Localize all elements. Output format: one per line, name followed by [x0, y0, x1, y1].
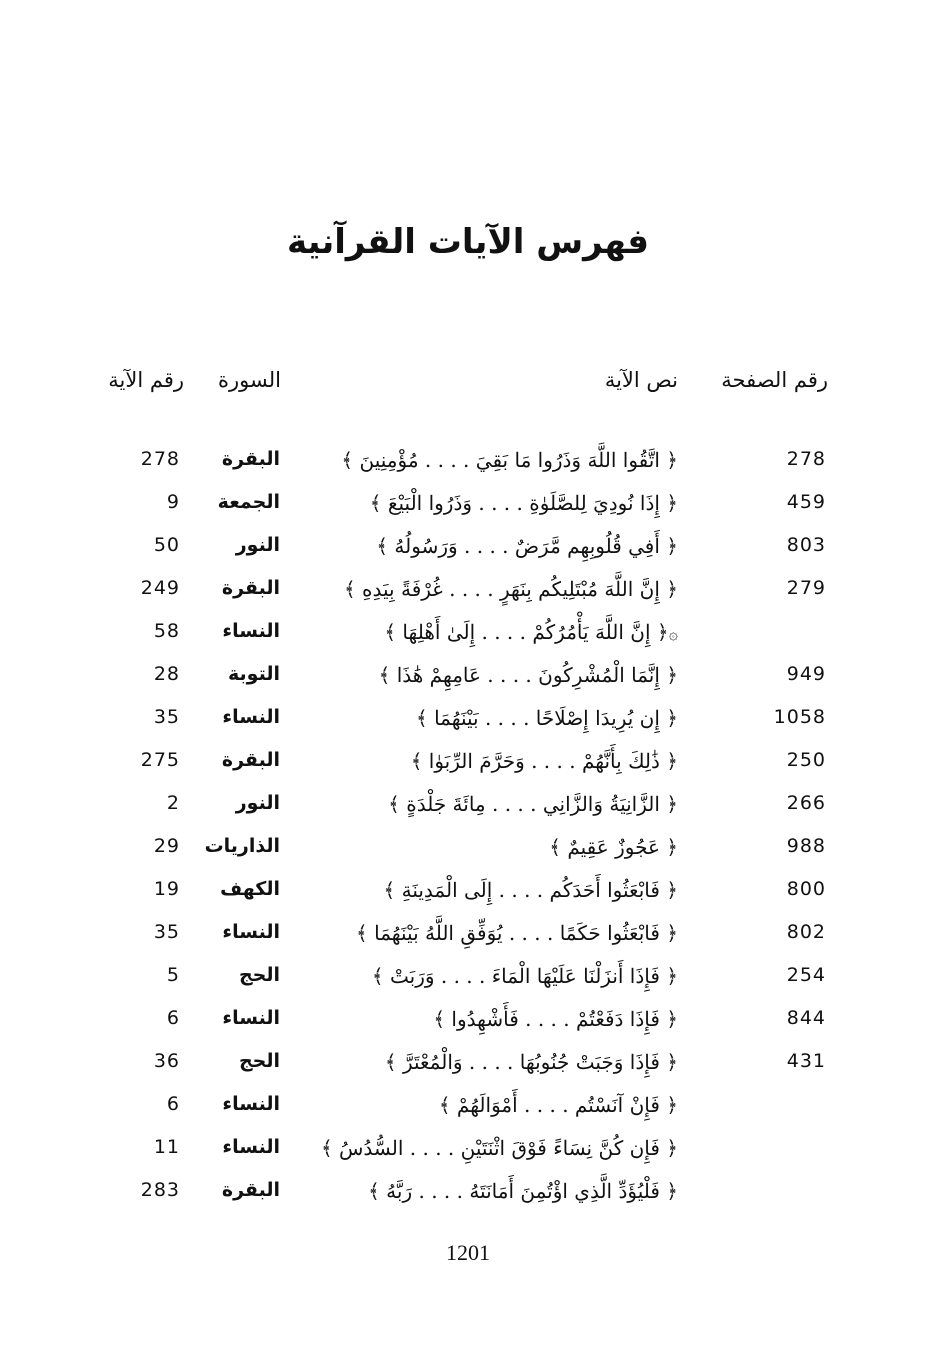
- index-row: [0, 706, 936, 749]
- row-surah: البقرة: [221, 577, 280, 599]
- index-row: [0, 620, 936, 663]
- row-verse-text: ﴿ فَابْعَثُوا أَحَدَكُم . . . . إِلَى الْمَدِينَةِ ﴾: [383, 878, 678, 902]
- row-ayah-number: 19: [153, 878, 180, 900]
- row-ayah-number: 5: [166, 964, 180, 986]
- row-surah: الجمعة: [217, 491, 280, 513]
- row-verse-text: ﴿ إِن يُرِيدَا إِصْلَاحًا . . . . بَيْنَهُمَا ﴾: [416, 706, 678, 730]
- page-title: فهرس الآيات القرآنية: [286, 222, 650, 262]
- row-surah: الذاريات: [204, 835, 280, 857]
- row-page-number: 459: [786, 491, 826, 513]
- row-surah: الحج: [238, 1050, 280, 1072]
- row-surah: النور: [235, 534, 280, 556]
- row-verse-text: ﴿ عَجُوزٌ عَقِيمٌ ﴾: [549, 835, 678, 859]
- row-ayah-number: 6: [166, 1093, 180, 1115]
- verse-index-list: [0, 448, 936, 1222]
- index-row: [0, 1136, 936, 1179]
- row-verse-text: ﴿ فَلْيُؤَدِّ الَّذِي اؤْتُمِنَ أَمَانَتَهُ . . . . رَبَّهُ ﴾: [368, 1179, 678, 1203]
- row-ayah-number: 50: [153, 534, 180, 556]
- index-row: [0, 1050, 936, 1093]
- row-ayah-number: 35: [153, 706, 180, 728]
- index-row: [0, 448, 936, 491]
- header-page-number: رقم الصفحة: [721, 368, 828, 392]
- index-row: [0, 663, 936, 706]
- index-row: [0, 577, 936, 620]
- row-surah: النساء: [222, 921, 280, 943]
- row-verse-text: ﴿ الزَّانِيَةُ وَالزَّانِي . . . . مِائَةَ جَلْدَةٍ ﴾: [388, 792, 678, 816]
- row-surah: البقرة: [221, 1179, 280, 1201]
- row-ayah-number: 29: [153, 835, 180, 857]
- row-page-number: 1058: [773, 706, 826, 728]
- row-page-number: 250: [786, 749, 826, 771]
- row-verse-text: ﴿ أَفِي قُلُوبِهِم مَّرَضٌ . . . . وَرَسُولُهُ ﴾: [376, 534, 678, 558]
- index-row: [0, 491, 936, 534]
- row-ayah-number: 249: [140, 577, 180, 599]
- index-row: [0, 534, 936, 577]
- row-ayah-number: 58: [153, 620, 180, 642]
- row-page-number: 279: [786, 577, 826, 599]
- index-row: [0, 921, 936, 964]
- index-row: [0, 878, 936, 921]
- row-page-number: 844: [786, 1007, 826, 1029]
- ornament-icon: ۞: [668, 624, 678, 643]
- index-row: [0, 1007, 936, 1050]
- row-surah: الحج: [238, 964, 280, 986]
- index-row: [0, 1093, 936, 1136]
- row-page-number: 266: [786, 792, 826, 814]
- index-row: [0, 835, 936, 878]
- row-verse-text: ﴿ فَإِذَا دَفَعْتُمْ . . . . فَأَشْهِدُوا ﴾: [433, 1007, 678, 1031]
- row-verse-text: ﴿ ذَٰلِكَ بِأَنَّهُمْ . . . . وَحَرَّمَ الرِّبَوٰا ﴾: [410, 749, 678, 773]
- row-ayah-number: 11: [153, 1136, 180, 1158]
- row-ayah-number: 278: [140, 448, 180, 470]
- row-surah: النساء: [222, 620, 280, 642]
- header-verse-text: نص الآية: [604, 368, 678, 392]
- row-page-number: 803: [786, 534, 826, 556]
- row-verse-text: ﴿ فَإِذَا وَجَبَتْ جُنُوبُهَا . . . . وَالْمُعْتَرَّ ﴾: [384, 1050, 678, 1074]
- header-surah: السورة: [218, 368, 281, 392]
- row-page-number: 988: [786, 835, 826, 857]
- verse-text: ﴿ إِنَّ اللَّهَ يَأْمُرُكُمْ . . . . إِلَىٰ أَهْلِهَا ﴾: [384, 620, 669, 644]
- row-surah: البقرة: [221, 749, 280, 771]
- row-ayah-number: 2: [166, 792, 180, 814]
- row-surah: النساء: [222, 706, 280, 728]
- row-surah: النساء: [222, 1007, 280, 1029]
- row-page-number: 800: [786, 878, 826, 900]
- row-verse-text: ﴿ اتَّقُوا اللَّهَ وَذَرُوا مَا بَقِيَ . . . . مُؤْمِنِينَ ﴾: [341, 448, 678, 472]
- index-header: [0, 368, 936, 398]
- row-verse-text: ﴿ فَإِن كُنَّ نِسَاءً فَوْقَ اثْنَتَيْنِ . . . . السُّدُسُ ﴾: [320, 1136, 678, 1160]
- header-ayah-number: رقم الآية: [108, 368, 184, 392]
- row-verse-text: ﴿ إِنَّمَا الْمُشْرِكُونَ . . . . عَامِهِمْ هَٰذَا ﴾: [378, 663, 678, 687]
- row-page-number: 802: [786, 921, 826, 943]
- index-row: [0, 749, 936, 792]
- index-row: [0, 792, 936, 835]
- row-verse-text: ﴿ فَإِنْ آنَسْتُم . . . . أَمْوَالَهُمْ ﴾: [438, 1093, 678, 1117]
- row-verse-text: [384, 620, 678, 644]
- row-surah: النساء: [222, 1136, 280, 1158]
- row-page-number: 254: [786, 964, 826, 986]
- row-ayah-number: 9: [166, 491, 180, 513]
- row-page-number: 949: [786, 663, 826, 685]
- page-number: 1201: [446, 1240, 490, 1265]
- row-surah: التوبة: [228, 663, 280, 685]
- row-ayah-number: 275: [140, 749, 180, 771]
- row-ayah-number: 6: [166, 1007, 180, 1029]
- row-verse-text: ﴿ فَابْعَثُوا حَكَمًا . . . . يُوَفِّقِ اللَّهُ بَيْنَهُمَا ﴾: [356, 921, 678, 945]
- row-verse-text: ﴿ إِنَّ اللَّهَ مُبْتَلِيكُم بِنَهَرٍ . . . . غُرْفَةً بِيَدِهِ ﴾: [343, 577, 678, 601]
- row-surah: البقرة: [221, 448, 280, 470]
- row-verse-text: ﴿ إِذَا نُودِيَ لِلصَّلَوٰةِ . . . . وَذَرُوا الْبَيْعَ ﴾: [369, 491, 678, 515]
- row-ayah-number: 28: [153, 663, 180, 685]
- row-ayah-number: 283: [140, 1179, 180, 1201]
- row-surah: النور: [235, 792, 280, 814]
- index-row: [0, 964, 936, 1007]
- index-row: [0, 1179, 936, 1222]
- row-ayah-number: 36: [153, 1050, 180, 1072]
- row-ayah-number: 35: [153, 921, 180, 943]
- row-surah: الكهف: [220, 878, 280, 900]
- row-surah: النساء: [222, 1093, 280, 1115]
- row-page-number: 431: [786, 1050, 826, 1072]
- row-verse-text: ﴿ فَإِذَا أَنزَلْنَا عَلَيْهَا الْمَاءَ . . . . وَرَبَتْ ﴾: [371, 964, 678, 988]
- row-page-number: 278: [786, 448, 826, 470]
